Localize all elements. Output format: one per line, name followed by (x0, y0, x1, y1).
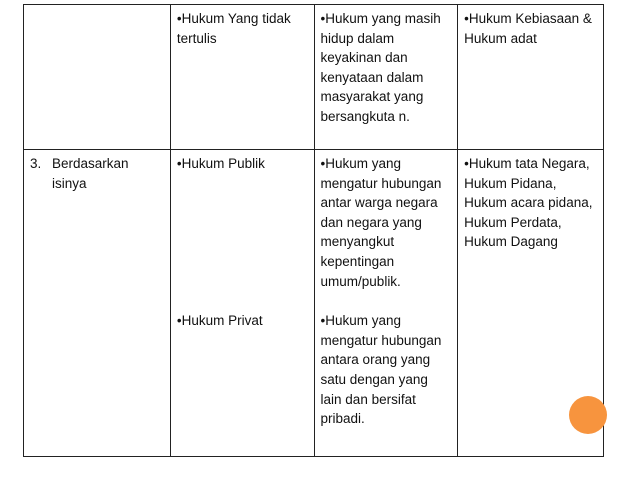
table-cell-law-type (170, 150, 314, 457)
table-cell-description (314, 5, 458, 150)
law-type-public: •Hukum Publik (176, 156, 265, 171)
category-number: 3. (30, 156, 42, 171)
cell-spacer (177, 174, 308, 311)
table-cell-description (314, 150, 458, 457)
examples-unwritten: •Hukum Kebiasaan & Hukum adat (464, 11, 592, 46)
table-row (24, 150, 604, 457)
category-item (30, 154, 164, 193)
table-cell-examples (458, 5, 604, 150)
table-cell-empty (24, 5, 171, 150)
table-cell-category (24, 150, 171, 457)
table-cell-law-type (170, 5, 314, 150)
law-type-unwritten: •Hukum Yang tidak tertulis (176, 11, 291, 46)
cell-spacer (321, 291, 452, 311)
description-unwritten: •Hukum yang masih hidup dalam keyakinan dan kenyataan dalam masyarakat yang bersangkuta n. (320, 11, 441, 124)
category-label: Berdasarkan isinya (52, 156, 129, 191)
law-type-private: •Hukum Privat (176, 312, 263, 328)
legal-classification-table (23, 4, 604, 457)
description-public: •Hukum yang mengatur hubungan antar warga negara dan negara yang menyangkut kepentingan umum/publik. (320, 156, 442, 289)
examples-public: •Hukum tata Negara, Hukum Pidana, Hukum acara pidana, Hukum Perdata, Hukum Dagang (464, 156, 593, 250)
table-row (24, 5, 604, 150)
description-private: •Hukum yang mengatur hubungan antara orang yang satu dengan yang lain dan bersifat pribadi. (320, 313, 442, 427)
decorative-circle-icon (569, 396, 607, 434)
